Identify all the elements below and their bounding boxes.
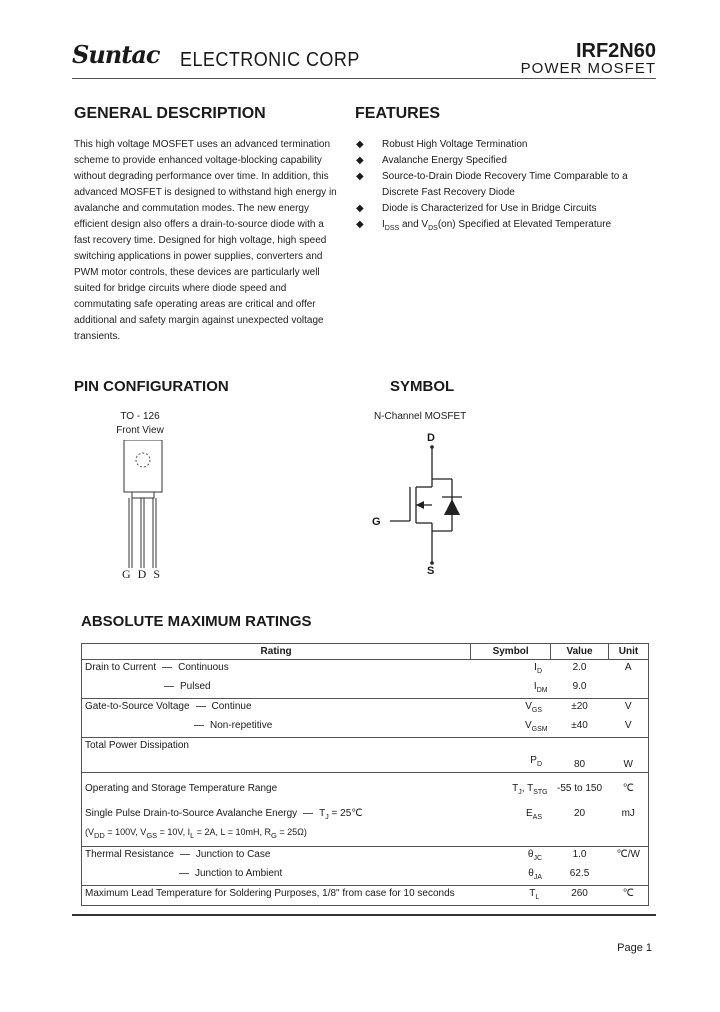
general-description-text [74,137,354,345]
footer-rule [72,914,656,916]
bullet-icon: ◆ [356,139,364,150]
bullet-icon: ◆ [356,155,364,166]
features-heading: FEATURES [355,105,441,122]
to126-package-drawing [118,440,168,572]
description-line: advanced MOSFET is designed to withstand high energy in [74,187,337,198]
unit-column-header: Unit [609,644,649,660]
drain-label: D [427,432,435,444]
value-column-header: Value [551,644,609,660]
view-label: Front View [116,425,164,436]
description-line: avalanche and commutation modes. The new energy [74,203,309,214]
description-line: fast recovery time. Designed for high voltage, high speed [74,235,327,246]
description-line: without degrading performance over time. In addition, this [74,171,329,182]
package-label: TO - 126 [120,411,160,422]
feature-item: ◆ Avalanche Energy Specified [356,153,656,169]
pin-configuration-heading: PIN CONFIGURATION [74,378,229,395]
pin-labels: G D S [122,567,163,581]
description-line: suited for bridge circuits where diode speed and [74,283,287,294]
table-row: Junction to Ambient $\theta_{JA}$ 62.5 [82,866,649,886]
gate-label: G [372,516,381,528]
company-logo: Suntac [72,40,160,69]
page-number: Page 1 [617,942,652,954]
description-line: additional and safety margin against unexpected voltage [74,315,324,326]
table-row: Maximum Lead Temperature for Soldering Purposes, 1/8" from case for 10 seconds $T_L$ 260 ℃ [82,885,649,905]
symbol-column-header: Symbol [471,644,551,660]
table-row: Pulsed $I_{DM}$ 9.0 [82,679,649,699]
description-line: transients. [74,331,121,342]
feature-item: Discrete Fast Recovery Diode [382,187,515,198]
table-row: Non-repetitive $V_{GSM}$ ±40 V [82,718,649,738]
bullet-icon: ◆ [356,203,364,214]
features-list [356,137,656,237]
source-label: S [427,565,435,577]
description-line: scheme to provide enhanced voltage-blocking capability [74,155,322,166]
mosfet-symbol-icon [380,443,470,567]
table-row: Operating and Storage Temperature Range $T_J$, $T_{STG}$ -55 to 150 ℃ [82,773,649,801]
feature-item: ◆ Source-to-Drain Diode Recovery Time Comparable to a [356,169,656,185]
table-row: Single Pulse Drain-to-Source Avalanche Energy $T_J$ = 25℃ $E_{AS}$ 20 mJ [82,800,649,825]
ratings-table [81,643,649,906]
table-row: Drain to Current Continuous $I_D$ 2.0 A [82,660,649,680]
product-type: POWER MOSFET [520,60,656,77]
feature-item: ◆ Diode is Characterized for Use in Bridge Circuits [356,201,656,217]
symbol-caption: N-Channel MOSFET [374,411,467,422]
table-header-row [82,644,649,660]
description-line: This high voltage MOSFET uses an advanced termination [74,139,331,150]
avalanche-conditions: ($V_{DD} = 100V$, $V_{GS} = 10V$, $I_L = 2A$, L = 10mH, $R_G = 25\Omega$) [82,825,471,846]
header-rule [72,78,656,79]
description-line: commutating safe operating areas are critical and offer [74,299,316,310]
table-row [82,825,649,846]
description-line: efficient design also offers a drain-to-source diode with a [74,219,324,230]
table-row: Total Power Dissipation $P_D$ 80 W [82,738,649,773]
company-name: ELECTRONIC CORP [180,49,360,71]
description-line: PWM motor controls, these devices are particularly well [74,267,320,278]
table-row: Gate-to-Source Voltage Continue $V_{GS}$ ±20 V [82,699,649,719]
general-description-heading: GENERAL DESCRIPTION [74,105,266,122]
rating-column-header: Rating [82,644,471,660]
feature-item: ◆ Robust High Voltage Termination [356,137,656,153]
description-line: switching applications in power supplies, converters and [74,251,323,262]
ratings-heading: ABSOLUTE MAXIMUM RATINGS [81,613,312,630]
table-row: Thermal Resistance Junction to Case $\theta_{JC}$ 1.0 ℃/W [82,846,649,866]
feature-item: ◆ $I_{DSS}$ and $V_{DS}(on)$ Specified at Elevated Temperature [356,219,612,232]
bullet-icon: ◆ [356,171,364,182]
symbol-heading: SYMBOL [390,378,455,395]
part-number: IRF2N60 [575,40,656,62]
bullet-icon: ◆ [356,219,364,230]
